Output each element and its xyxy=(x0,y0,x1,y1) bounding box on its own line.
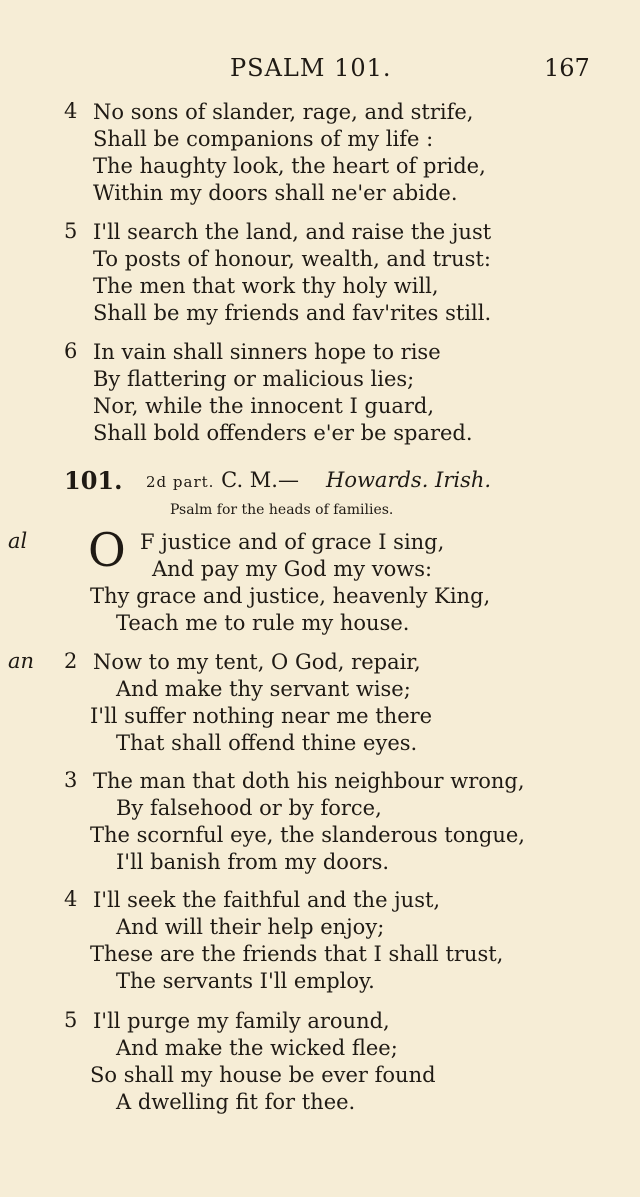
verse-line: And make thy servant wise; xyxy=(116,677,411,701)
stanza-number: 5 xyxy=(64,1008,78,1032)
verse-line: I'll banish from my doors. xyxy=(116,850,390,874)
verse-line: By flattering or malicious lies; xyxy=(93,367,415,391)
verse-line: Shall be my friends and fav'rites still. xyxy=(93,301,492,325)
stanza-number: 2 xyxy=(64,649,78,673)
verse-line: The men that work thy holy will, xyxy=(93,274,439,298)
verse-line: No sons of slander, rage, and strife, xyxy=(93,100,474,124)
stanza-number: 4 xyxy=(64,887,78,911)
margin-note: an xyxy=(8,649,35,673)
verse-line: In vain shall sinners hope to rise xyxy=(93,340,441,364)
verse-line: Shall be companions of my life : xyxy=(93,127,434,151)
verse-line: The haughty look, the heart of pride, xyxy=(93,154,486,178)
verse-line: And pay my God my vows: xyxy=(152,557,433,581)
verse-line: I'll suffer nothing near me there xyxy=(90,704,433,728)
verse-line: A dwelling fit for thee. xyxy=(116,1090,356,1114)
verse-line: Shall bold offenders e'er be spared. xyxy=(93,421,473,445)
meter: C. M.— xyxy=(221,468,299,492)
verse-line: F justice and of grace I sing, xyxy=(140,530,445,554)
margin-note: al xyxy=(8,529,28,553)
verse-line: I'll purge my family around, xyxy=(93,1009,390,1033)
verse-line: That shall offend thine eyes. xyxy=(116,731,418,755)
verse-line: To posts of honour, wealth, and trust: xyxy=(93,247,491,271)
verse-line: And will their help enjoy; xyxy=(116,915,385,939)
hymn-heading xyxy=(64,466,624,498)
verse-line: Nor, while the innocent I guard, xyxy=(93,394,435,418)
verse-line: I'll search the land, and raise the just xyxy=(93,220,492,244)
verse-line: By falsehood or by force, xyxy=(116,796,382,820)
verse-line: I'll seek the faithful and the just, xyxy=(93,888,441,912)
verse-line: These are the friends that I shall trust, xyxy=(90,942,504,966)
verse-line: The man that doth his neighbour wrong, xyxy=(93,769,525,793)
verse-line: So shall my house be ever found xyxy=(90,1063,436,1087)
running-head xyxy=(0,54,640,88)
stanza-number: 5 xyxy=(64,219,78,243)
verse-line: Now to my tent, O God, repair, xyxy=(93,650,421,674)
stanza-number: 6 xyxy=(64,339,78,363)
stanza-number: 4 xyxy=(64,99,78,123)
part-label xyxy=(146,468,299,492)
page-number: 167 xyxy=(544,54,590,82)
verse-line: The servants I'll employ. xyxy=(116,969,375,993)
verse-line: Thy grace and justice, heavenly King, xyxy=(90,584,491,608)
running-title: PSALM 101. xyxy=(230,54,392,82)
stanza-number: 3 xyxy=(64,768,78,792)
hymn-number: 101. xyxy=(64,466,123,495)
hymn-subtitle: Psalm for the heads of families. xyxy=(170,502,394,518)
tune-names: Howards. Irish. xyxy=(326,468,492,492)
verse-line: The scornful eye, the slanderous tongue, xyxy=(90,823,525,847)
drop-cap: O xyxy=(88,523,126,577)
verse-line: Teach me to rule my house. xyxy=(116,611,410,635)
verse-line: Within my doors shall ne'er abide. xyxy=(93,181,458,205)
part-text: 2d part. xyxy=(146,473,215,491)
verse-line: And make the wicked flee; xyxy=(116,1036,398,1060)
